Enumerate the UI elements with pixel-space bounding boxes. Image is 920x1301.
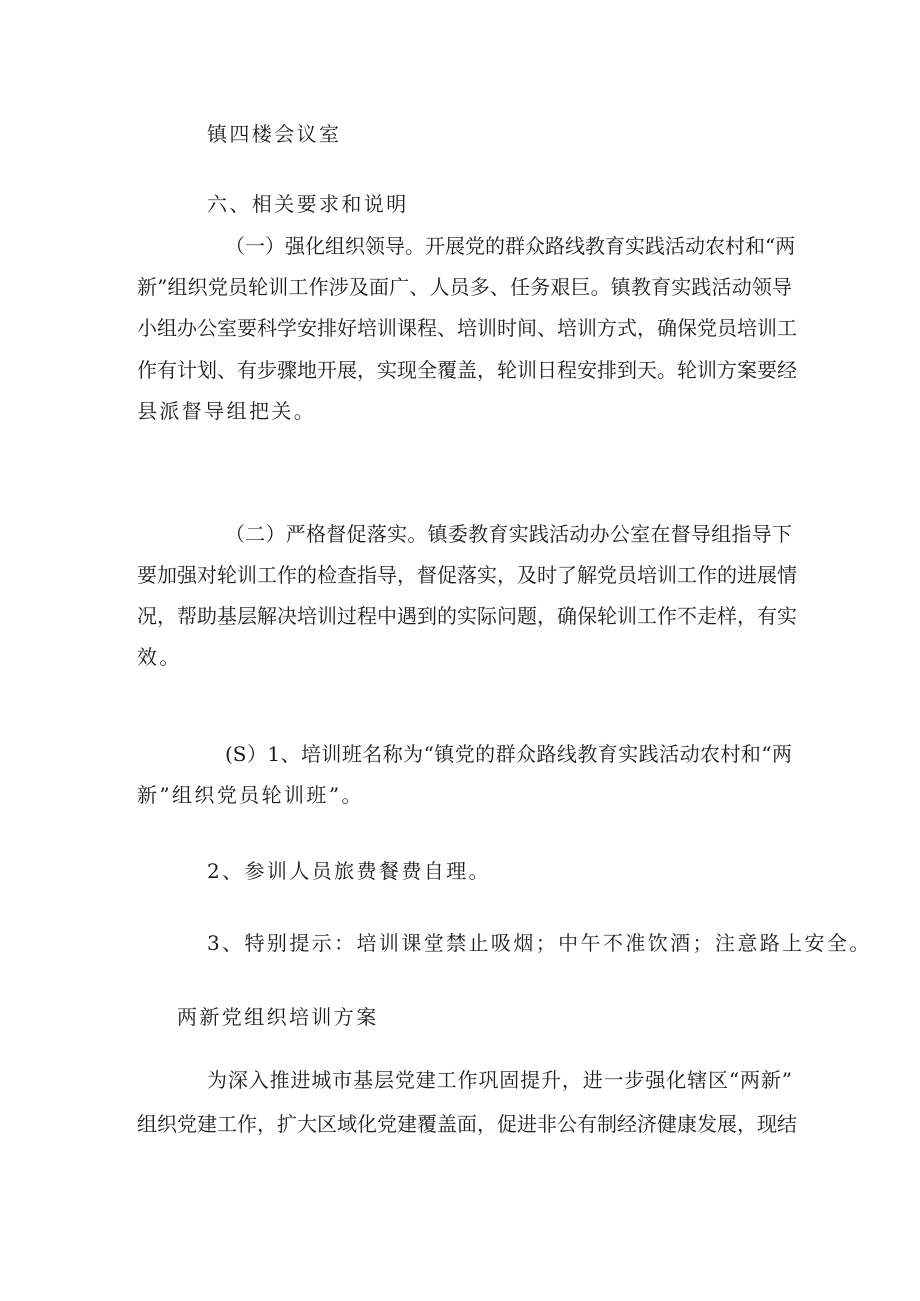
section-title: 两新党组织培训方案 — [177, 1005, 379, 1029]
list-item-3: 3、特别提示：培训课堂禁止吸烟；中午不准饮酒；注意路上安全。 — [207, 931, 872, 955]
paragraph-2-line-2: 要加强对轮训工作的检查指导，督促落实，及时了解党员培训工作的进展情 — [137, 563, 797, 587]
paragraph-2-line-3: 况，帮助基层解决培训过程中遇到的实际问题，确保轮训工作不走样，有实 — [137, 604, 797, 628]
paragraph-2-line-4: 效。 — [137, 645, 182, 669]
paragraph-3-line-1: (S）1、培训班名称为“镇党的群众路线教育实践活动农村和“两 — [225, 742, 792, 766]
paragraph-1-line-5: 县派督导组把关。 — [137, 399, 317, 423]
paragraph-4-line-1: 为深入推进城市基层党建工作巩固提升，进一步强化辖区“两新” — [207, 1068, 792, 1092]
section-heading: 六、相关要求和说明 — [207, 192, 409, 216]
paragraph-1-line-4: 作有计划、有步骤地开展，实现全覆盖，轮训日程安排到天。轮训方案要经 — [137, 358, 797, 382]
paragraph-4-line-2: 组织党建工作，扩大区域化党建覆盖面，促进非公有制经济健康发展，现结 — [137, 1112, 797, 1136]
paragraph-1-line-1: （一）强化组织领导。开展党的群众路线教育实践活动农村和“两 — [225, 234, 796, 258]
paragraph-3-line-2: 新”组织党员轮训班”。 — [137, 783, 364, 807]
paragraph-1-line-3: 小组办公室要科学安排好培训课程、培训时间、培训方式，确保党员培训工 — [137, 316, 797, 340]
paragraph-1-line-2: 新”组织党员轮训工作涉及面广、人员多、任务艰巨。镇教育实践活动领导 — [137, 275, 792, 299]
list-item-2: 2、参训人员旅费餐费自理。 — [207, 859, 491, 883]
paragraph-2-line-1: （二）严格督促落实。镇委教育实践活动办公室在督导组指导下 — [225, 522, 792, 546]
venue-line: 镇四楼会议室 — [207, 122, 342, 146]
